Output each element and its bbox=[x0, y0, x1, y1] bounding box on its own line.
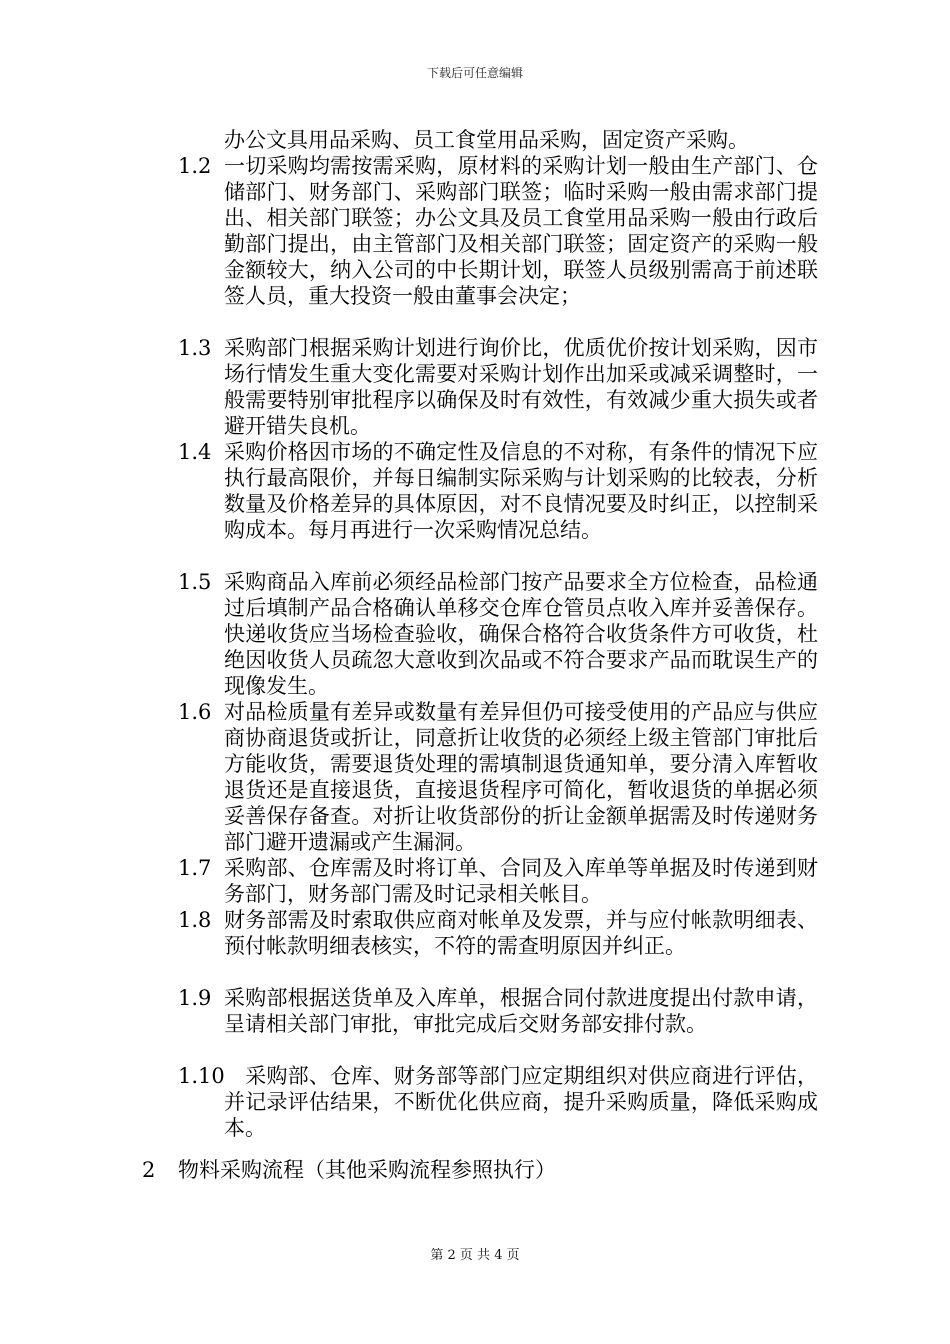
item-text: 采购部根据送货单及入库单，根据合同付款进度提出付款申请，呈请相关部门审批，审批完成后交财务部安排付款。 bbox=[224, 986, 818, 1036]
item-number: 1.9 bbox=[178, 986, 212, 1010]
item-text: 一切采购均需按需采购，原材料的采购计划一般由生产部门、仓储部门、财务部门、采购部门联签；临时采购一般由需求部门提出、相关部门联签；办公文具及员工食堂用品采购一般由行政后勤部门提出，由主管部门及相关部门联签；固定资产的采购一般金额较大，纳入公司的中长期计划，联签人员级别需高于前述联签人员，重大投资一般由董事会决定； bbox=[224, 154, 818, 308]
item-text: 财务部需及时索取供应商对帐单及发票，并与应付帐款明细表、预付帐款明细表核实，不符的需查明原因并纠正。 bbox=[224, 908, 818, 958]
item-text: 采购部门根据采购计划进行询价比，优质优价按计划采购，因市场行情发生重大变化需要对采购计划作出加采或减采调整时，一般需要特别审批程序以确保及时有效性，有效减少重大损失或者避开错失良机。 bbox=[224, 336, 818, 438]
page-footer: 第 2 页 共 4 页 bbox=[430, 1248, 520, 1263]
item-number: 1.4 bbox=[178, 440, 212, 464]
item-number: 1.5 bbox=[178, 570, 212, 594]
item-number: 1.6 bbox=[178, 700, 212, 724]
continued-paragraph: 办公文具用品采购、员工食堂用品采购，固定资产采购。 bbox=[224, 128, 749, 152]
page-header: 下载后可任意编辑 bbox=[426, 66, 523, 80]
section-title: 物料采购流程（其他采购流程参照执行） bbox=[178, 1158, 556, 1182]
item-text: 采购价格因市场的不确定性及信息的不对称，有条件的情况下应执行最高限价，并每日编制实际采购与计划采购的比较表，分析数量及价格差异的具体原因，对不良情况要及时纠正，以控制采购成本。每月再进行一次采购情况总结。 bbox=[224, 440, 818, 542]
item-text: 采购部、仓库、财务部等部门应定期组织对供应商进行评估，并记录评估结果，不断优化供应商，提升采购质量，降低采购成本。 bbox=[224, 1064, 818, 1140]
section-heading bbox=[142, 1157, 556, 1183]
item-number: 1.3 bbox=[178, 336, 212, 360]
item-number: 1.8 bbox=[178, 908, 212, 932]
section-number: 2 bbox=[142, 1158, 156, 1182]
item-text: 采购商品入库前必须经品检部门按产品要求全方位检查，品检通过后填制产品合格确认单移交仓库仓管员点收入库并妥善保存。快递收货应当场检查验收，确保合格符合收货条件方可收货，杜绝因收货人员疏忽大意收到次品或不符合要求产品而耽误生产的现像发生。 bbox=[224, 570, 818, 698]
item-number: 1.10 bbox=[178, 1064, 225, 1088]
item-text: 对品检质量有差异或数量有差异但仍可接受使用的产品应与供应商协商退货或折让，同意折让收货的必须经上级主管部门审批后方能收货，需要退货处理的需填制退货通知单，要分清入库暂收退货还是直接退货，直接退货程序可简化，暂收退货的单据必须妥善保存备查。对折让收货部份的折让金额单据需及时传递财务部门避开遗漏或产生漏洞。 bbox=[224, 700, 818, 854]
item-number: 1.2 bbox=[178, 154, 212, 178]
item-text: 采购部、仓库需及时将订单、合同及入库单等单据及时传递到财务部门，财务部门需及时记录相关帐目。 bbox=[224, 856, 818, 906]
item-number: 1.7 bbox=[178, 856, 212, 880]
